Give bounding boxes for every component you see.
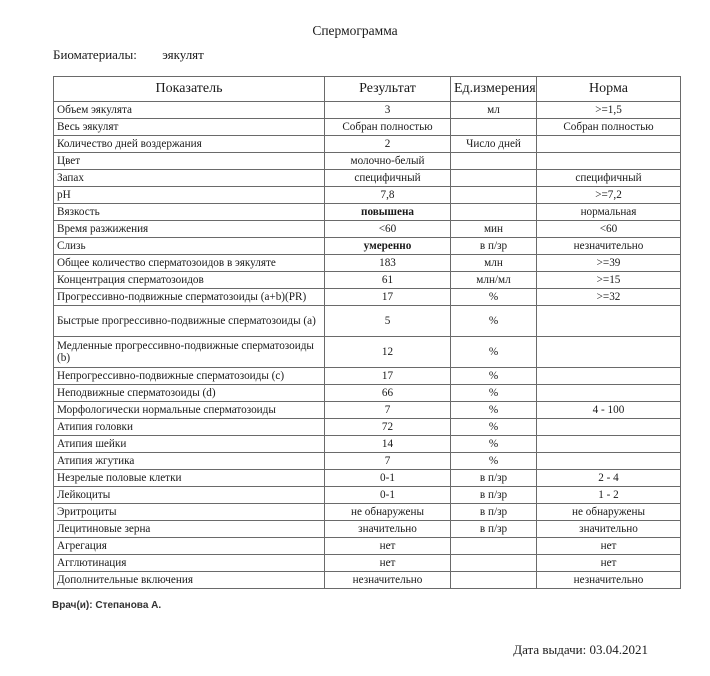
table-row	[54, 170, 681, 187]
table-row	[54, 187, 681, 204]
cell-indicator: Атипия головки	[54, 419, 325, 436]
table-row	[54, 255, 681, 272]
cell-unit: %	[451, 385, 537, 402]
cell-result: 17	[325, 289, 451, 306]
table-row	[54, 119, 681, 136]
cell-result: 14	[325, 436, 451, 453]
document-title: Спермограмма	[312, 23, 398, 38]
table-row	[54, 368, 681, 385]
cell-result: 5	[325, 306, 451, 337]
cell-result: Собран полностью	[325, 119, 451, 136]
cell-indicator: Прогрессивно-подвижные сперматозоиды (a+b)(PR)	[54, 289, 325, 306]
cell-indicator: Морфологически нормальные сперматозоиды	[54, 402, 325, 419]
table-row	[54, 238, 681, 255]
cell-indicator: Атипия жгутика	[54, 453, 325, 470]
cell-indicator: Общее количество сперматозоидов в эякуляте	[54, 255, 325, 272]
cell-result: 183	[325, 255, 451, 272]
cell-result: 7,8	[325, 187, 451, 204]
cell-indicator: Атипия шейки	[54, 436, 325, 453]
cell-result: 7	[325, 402, 451, 419]
cell-unit	[451, 555, 537, 572]
cell-result: <60	[325, 221, 451, 238]
cell-norm: <60	[537, 221, 681, 238]
cell-indicator: Объем эякулята	[54, 102, 325, 119]
cell-unit: в п/зр	[451, 504, 537, 521]
table-row	[54, 385, 681, 402]
biomaterial-label: Биоматериалы:	[53, 47, 137, 62]
cell-unit: млн	[451, 255, 537, 272]
cell-result: 72	[325, 419, 451, 436]
biomaterial-value: эякулят	[162, 47, 204, 62]
cell-result: 3	[325, 102, 451, 119]
header-result: Результат	[325, 77, 451, 102]
cell-indicator: Лецитиновые зерна	[54, 521, 325, 538]
cell-norm: нет	[537, 538, 681, 555]
table-row	[54, 436, 681, 453]
doctor-name: Степанова А.	[95, 600, 162, 611]
cell-unit	[451, 153, 537, 170]
cell-norm: нормальная	[537, 204, 681, 221]
doctor-label: Врач(и):	[52, 600, 93, 611]
cell-unit	[451, 187, 537, 204]
cell-result: повышена	[325, 204, 451, 221]
issue-date-line	[513, 642, 648, 658]
cell-indicator: Дополнительные включения	[54, 572, 325, 589]
table-row	[54, 538, 681, 555]
cell-norm: значительно	[537, 521, 681, 538]
cell-unit: в п/зр	[451, 521, 537, 538]
cell-indicator: Слизь	[54, 238, 325, 255]
cell-result: специфичный	[325, 170, 451, 187]
cell-norm	[537, 153, 681, 170]
cell-indicator: Неподвижные сперматозоиды (d)	[54, 385, 325, 402]
cell-norm: специфичный	[537, 170, 681, 187]
cell-indicator: Количество дней воздержания	[54, 136, 325, 153]
cell-result: нет	[325, 538, 451, 555]
semen-analysis-table	[53, 76, 681, 589]
cell-result: значительно	[325, 521, 451, 538]
table-row	[54, 487, 681, 504]
cell-norm	[537, 419, 681, 436]
cell-indicator: Непрогрессивно-подвижные сперматозоиды (c)	[54, 368, 325, 385]
table-row	[54, 102, 681, 119]
cell-norm	[537, 436, 681, 453]
table-row	[54, 306, 681, 337]
cell-unit	[451, 170, 537, 187]
doctor-line	[52, 600, 161, 611]
issue-date-label: Дата выдачи:	[513, 642, 587, 657]
table-row	[54, 337, 681, 368]
cell-unit	[451, 119, 537, 136]
table-row	[54, 204, 681, 221]
cell-result: 7	[325, 453, 451, 470]
table-row	[54, 136, 681, 153]
cell-indicator: Лейкоциты	[54, 487, 325, 504]
cell-indicator: Концентрация сперматозоидов	[54, 272, 325, 289]
cell-unit	[451, 204, 537, 221]
table-row	[54, 272, 681, 289]
cell-unit: %	[451, 436, 537, 453]
cell-unit: %	[451, 419, 537, 436]
table-header-row	[54, 77, 681, 102]
cell-unit	[451, 538, 537, 555]
cell-indicator: Агрегация	[54, 538, 325, 555]
cell-norm	[537, 306, 681, 337]
cell-unit	[451, 572, 537, 589]
cell-result: 0-1	[325, 487, 451, 504]
cell-indicator: Медленные прогрессивно-подвижные сперматозоиды (b)	[54, 337, 325, 368]
cell-result: 17	[325, 368, 451, 385]
cell-norm	[537, 136, 681, 153]
table-row	[54, 153, 681, 170]
table-row	[54, 521, 681, 538]
cell-norm	[537, 368, 681, 385]
cell-norm: незначительно	[537, 572, 681, 589]
cell-result: незначительно	[325, 572, 451, 589]
cell-unit: мин	[451, 221, 537, 238]
cell-unit: мл	[451, 102, 537, 119]
cell-norm	[537, 385, 681, 402]
cell-unit: %	[451, 306, 537, 337]
header-norm: Норма	[537, 77, 681, 102]
cell-indicator: Быстрые прогрессивно-подвижные сперматозоиды (a)	[54, 306, 325, 337]
cell-unit: в п/зр	[451, 470, 537, 487]
table-row	[54, 402, 681, 419]
biomaterial-line	[53, 47, 204, 63]
cell-norm: 4 - 100	[537, 402, 681, 419]
table-row	[54, 419, 681, 436]
cell-unit: %	[451, 453, 537, 470]
cell-unit: %	[451, 368, 537, 385]
table-row	[54, 470, 681, 487]
cell-norm: незначительно	[537, 238, 681, 255]
cell-unit: в п/зр	[451, 238, 537, 255]
cell-norm: 2 - 4	[537, 470, 681, 487]
cell-unit: млн/мл	[451, 272, 537, 289]
header-unit: Ед.измерения	[451, 77, 537, 102]
cell-unit: Число дней	[451, 136, 537, 153]
cell-unit: в п/зр	[451, 487, 537, 504]
cell-indicator: Агглютинация	[54, 555, 325, 572]
cell-norm: 1 - 2	[537, 487, 681, 504]
cell-norm: нет	[537, 555, 681, 572]
cell-norm: Собран полностью	[537, 119, 681, 136]
cell-indicator: Время разжижения	[54, 221, 325, 238]
table-row	[54, 221, 681, 238]
cell-result: 12	[325, 337, 451, 368]
table-row	[54, 289, 681, 306]
issue-date-value: 03.04.2021	[589, 642, 648, 657]
cell-norm: >=1,5	[537, 102, 681, 119]
cell-result: 0-1	[325, 470, 451, 487]
cell-indicator: Запах	[54, 170, 325, 187]
cell-indicator: Весь эякулят	[54, 119, 325, 136]
table-row	[54, 504, 681, 521]
cell-norm	[537, 337, 681, 368]
cell-result: 2	[325, 136, 451, 153]
cell-result: 61	[325, 272, 451, 289]
table-row	[54, 572, 681, 589]
cell-unit: %	[451, 402, 537, 419]
cell-norm: >=39	[537, 255, 681, 272]
cell-unit: %	[451, 289, 537, 306]
cell-result: молочно-белый	[325, 153, 451, 170]
table-row	[54, 453, 681, 470]
cell-indicator: Вязкость	[54, 204, 325, 221]
cell-indicator: pH	[54, 187, 325, 204]
cell-norm: >=15	[537, 272, 681, 289]
table-row	[54, 555, 681, 572]
cell-norm: >=32	[537, 289, 681, 306]
cell-norm	[537, 453, 681, 470]
cell-indicator: Незрелые половые клетки	[54, 470, 325, 487]
cell-result: не обнаружены	[325, 504, 451, 521]
cell-indicator: Эритроциты	[54, 504, 325, 521]
header-indicator: Показатель	[54, 77, 325, 102]
cell-result: нет	[325, 555, 451, 572]
cell-result: 66	[325, 385, 451, 402]
cell-norm: не обнаружены	[537, 504, 681, 521]
cell-norm: >=7,2	[537, 187, 681, 204]
cell-indicator: Цвет	[54, 153, 325, 170]
cell-unit: %	[451, 337, 537, 368]
cell-result: умеренно	[325, 238, 451, 255]
